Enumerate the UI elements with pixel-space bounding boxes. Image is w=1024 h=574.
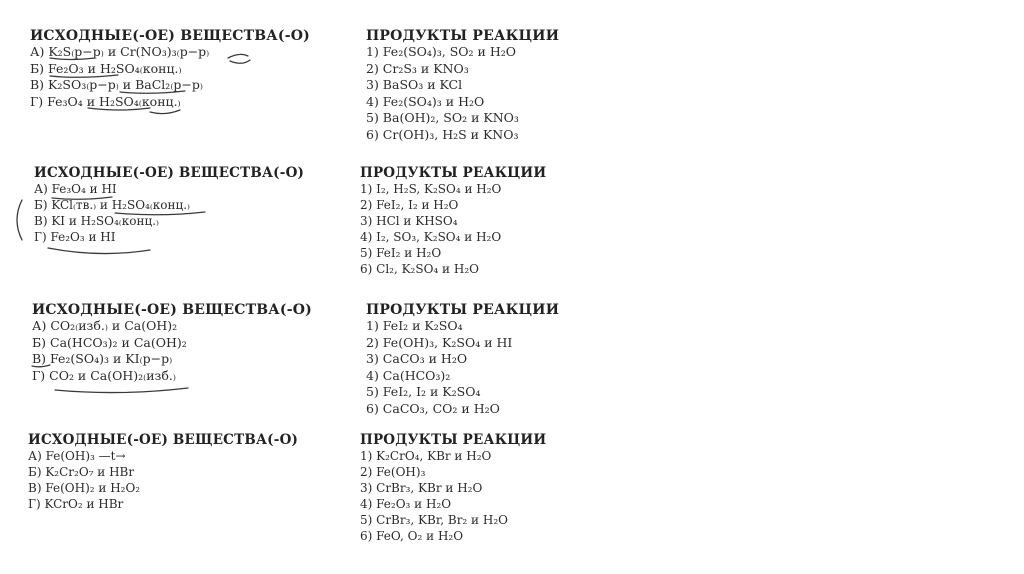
product-1: 1) Fe₂(SO₄)₃, SO₂ и H₂O <box>366 44 516 59</box>
reactant-a: А) K₂S₍р−р₎ и Cr(NO₃)₃₍р−р₎ <box>30 44 210 59</box>
block-1-reactants <box>30 28 310 110</box>
reactant-b: Б) Ca(HCO₃)₂ и Ca(OH)₂ <box>32 334 187 350</box>
reactant-a: А) CO₂₍изб.₎ и Ca(OH)₂ <box>32 318 178 333</box>
block-2-reactants <box>34 165 304 245</box>
products-title: ПРОДУКТЫ РЕАКЦИИ <box>360 165 547 181</box>
product-4: 4) Ca(HCO₃)₂ <box>366 367 451 383</box>
reactants-title: ИСХОДНЫЕ(-ОЕ) ВЕЩЕСТВА(-О) <box>32 302 312 318</box>
product-5: 5) FeI₂, I₂ и K₂SO₄ <box>366 384 481 399</box>
reactant-d: Г) Fe₂O₃ и HI <box>34 230 116 244</box>
reactants-title: ИСХОДНЫЕ(-ОЕ) ВЕЩЕСТВА(-О) <box>30 28 310 44</box>
product-3: 3) CrBr₃, KBr и H₂O <box>360 481 483 495</box>
block-1-products <box>366 28 559 143</box>
product-2: 2) Fe(OH)₃, K₂SO₄ и HI <box>366 334 513 350</box>
reactant-d: Г) KCrO₂ и HBr <box>28 497 124 511</box>
product-1: 1) I₂, H₂S, K₂SO₄ и H₂O <box>360 182 502 196</box>
products-title: ПРОДУКТЫ РЕАКЦИИ <box>366 302 560 318</box>
reactant-c: В) Fe(OH)₂ и H₂O₂ <box>28 481 141 495</box>
product-4: 4) Fe₂O₃ и H₂O <box>360 497 452 511</box>
product-1: 1) K₂CrO₄, KBr и H₂O <box>360 449 492 463</box>
product-3: 3) CaCO₃ и H₂O <box>366 351 468 366</box>
product-2: 2) FeI₂, I₂ и H₂O <box>360 198 459 212</box>
product-5: 5) FeI₂ и H₂O <box>360 246 442 260</box>
block-2-products <box>360 165 546 277</box>
reactant-c: В) KI и H₂SO₄₍конц.₎ <box>34 214 159 228</box>
product-6: 6) FeO, O₂ и H₂O <box>360 529 464 543</box>
reactant-b: Б) K₂Cr₂O₇ и HBr <box>28 465 135 479</box>
products-title: ПРОДУКТЫ РЕАКЦИИ <box>360 432 547 448</box>
reactant-a: А) Fe(OH)₃ —t→ <box>28 449 126 463</box>
bracket-mark <box>17 200 22 240</box>
product-6: 6) Cr(OH)₃, H₂S и KNO₃ <box>366 126 519 142</box>
product-4: 4) Fe₂(SO₄)₃ и H₂O <box>366 93 485 109</box>
reactant-c: В) Fe₂(SO₄)₃ и KI₍р−р₎ <box>32 351 173 366</box>
reactant-c: В) K₂SO₃₍р−р₎ и BaCl₂₍р−р₎ <box>30 77 203 92</box>
block-4-products <box>360 432 546 544</box>
block-3-products <box>366 302 559 417</box>
underline-mark <box>55 388 188 393</box>
products-title: ПРОДУКТЫ РЕАКЦИИ <box>366 28 560 44</box>
reactant-a: А) Fe₃O₄ и HI <box>34 182 117 196</box>
product-4: 4) I₂, SO₃, K₂SO₄ и H₂O <box>360 230 502 244</box>
reactants-title: ИСХОДНЫЕ(-ОЕ) ВЕЩЕСТВА(-О) <box>28 432 299 448</box>
reactant-d: Г) Fe₃O₄ и H₂SO₄₍конц.₎ <box>30 93 181 109</box>
reactants-title: ИСХОДНЫЕ(-ОЕ) ВЕЩЕСТВА(-О) <box>34 165 305 181</box>
product-5: 5) Ba(OH)₂, SO₂ и KNO₃ <box>366 110 519 125</box>
product-2: 2) Fe(OH)₃ <box>360 465 426 479</box>
product-3: 3) HCl и KHSO₄ <box>360 214 458 228</box>
product-6: 6) Cl₂, K₂SO₄ и H₂O <box>360 262 479 276</box>
product-6: 6) CaCO₃, CO₂ и H₂O <box>366 400 500 416</box>
product-2: 2) Cr₂S₃ и KNO₃ <box>366 60 469 76</box>
product-3: 3) BaSO₃ и KCl <box>366 77 463 92</box>
product-5: 5) CrBr₃, KBr, Br₂ и H₂O <box>360 513 508 527</box>
block-4-reactants <box>28 432 298 512</box>
reactant-b: Б) Fe₂O₃ и H₂SO₄₍конц.₎ <box>30 60 182 76</box>
block-3-reactants <box>32 302 312 384</box>
underline-mark <box>48 248 150 254</box>
reactant-b: Б) KCl₍тв.₎ и H₂SO₄₍конц.₎ <box>34 198 190 212</box>
underline-mark <box>150 110 180 114</box>
product-1: 1) FeI₂ и K₂SO₄ <box>366 318 463 333</box>
reactant-d: Г) CO₂ и Ca(OH)₂₍изб.₎ <box>32 367 176 383</box>
